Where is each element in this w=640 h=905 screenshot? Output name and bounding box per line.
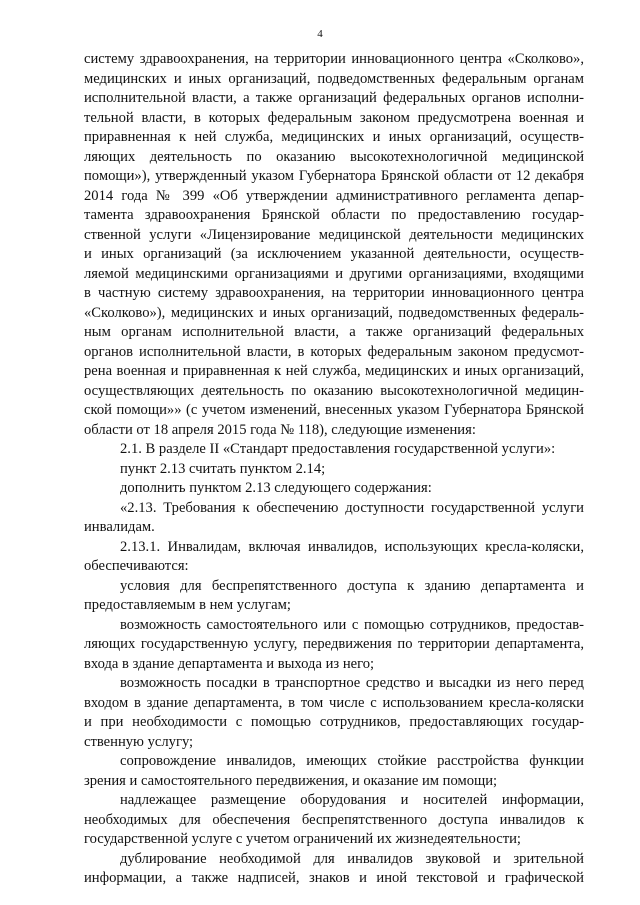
text-line: приравненная к ней служба, медицинских и иных организаций, осуществ-: [84, 129, 584, 145]
text-line: в частную систему здравоохранения, на территории инновационного центра: [84, 285, 584, 301]
text-line: «2.13. Требования к обеспечению доступности государственной услуги: [120, 499, 584, 516]
text-line: систему здравоохранения, на территории инновационного центра «Сколково»,: [84, 51, 584, 67]
text-line: сопровождение инвалидов, имеющих стойкие расстройства функции: [120, 753, 584, 769]
text-line: возможность посадки в транспортное средство и высадки из него перед: [120, 675, 584, 691]
text-line: 2.13.1. Инвалидам, включая инвалидов, использующих кресла-коляски,: [120, 538, 584, 555]
text-line: дублирование необходимой для инвалидов звуковой и зрительной: [120, 850, 584, 867]
text-line: тельной власти, в которых федеральным законом предусмотрена военная и: [84, 109, 584, 126]
text-line: условия для беспрепятственного доступа к зданию департамента и: [120, 577, 584, 594]
document-body: [84, 50, 584, 889]
text-line: пункт 2.13 считать пунктом 2.14;: [120, 460, 326, 477]
text-line: инвалидам.: [84, 519, 155, 535]
text-line: ской помощи»» (с учетом изменений, внесенных указом Губернатора Брянской: [84, 402, 584, 418]
text-line: надлежащее размещение оборудования и носителей информации,: [120, 792, 584, 808]
text-line: ляющих деятельность по оказанию высокотехнологичной медицинской: [84, 148, 584, 165]
text-line: и иных организаций (за исключением указанной деятельности, осуществ-: [84, 246, 584, 262]
text-line: необходимых для обеспечения беспрепятственного доступа инвалидов к: [84, 811, 584, 828]
text-line: зрения и самостоятельного передвижения, и оказание им помощи;: [84, 772, 498, 789]
text-line: дополнить пунктом 2.13 следующего содержания:: [120, 480, 432, 496]
text-line: ственную услугу;: [84, 733, 194, 750]
text-line: 2014 года № 399 «Об утверждении административного регламента депар-: [84, 187, 584, 204]
text-line: тамента здравоохранения Брянской области по предоставлению государ-: [84, 207, 584, 223]
text-line: 2.1. В разделе II «Стандарт предоставления государственной услуги»:: [120, 441, 556, 457]
text-line: государственной услуге с учетом ограничений их жизнедеятельности;: [84, 831, 521, 847]
text-line: медицинских и иных организаций, подведомственных федеральным органам: [84, 70, 584, 87]
page-number: 4: [317, 28, 323, 40]
text-line: входа в здание департамента и выхода из него;: [84, 655, 375, 672]
text-line: ным органам исполнительной власти, а также организаций федеральных: [84, 324, 584, 340]
text-line: органов исполнительной власти, в которых федеральным законом предусмот-: [84, 343, 584, 360]
text-line: помощи»), утвержденный указом Губернатора Брянской области от 12 декабря: [84, 168, 584, 184]
text-line: ляемой медицинскими организациями и другими организациями, входящими: [84, 265, 584, 282]
text-line: информации, а также надписей, знаков и иной текстовой и графической: [84, 870, 584, 886]
text-line: ственной услуги «Лицензирование медицинской деятельности медицинских: [84, 226, 584, 243]
text-line: рена военная и приравненная к ней служба, медицинских и иных организаций,: [84, 363, 584, 379]
text-line: и при необходимости с помощью сотрудников, предоставляющих государ-: [84, 714, 584, 730]
text-line: обеспечиваются:: [84, 558, 189, 574]
text-line: осуществляющих деятельность по оказанию высокотехнологичной медицин-: [84, 382, 584, 399]
text-line: исполнительной власти, а также организаций федеральных органов исполни-: [84, 90, 584, 106]
text-line: возможность самостоятельного или с помощью сотрудников, предостав-: [120, 616, 584, 633]
text-line: ляющих государственную услугу, передвижения по территории департамента,: [84, 636, 584, 652]
text-line: «Сколково»), медицинских и иных организаций, подведомственных федераль-: [84, 304, 584, 321]
text-line: входом в здание департамента, в том числе с использованием кресла-коляски: [84, 694, 584, 711]
text-line: области от 18 апреля 2015 года № 118), следующие изменения:: [84, 421, 476, 438]
text-line: предоставляемым в нем услугам;: [84, 597, 291, 613]
